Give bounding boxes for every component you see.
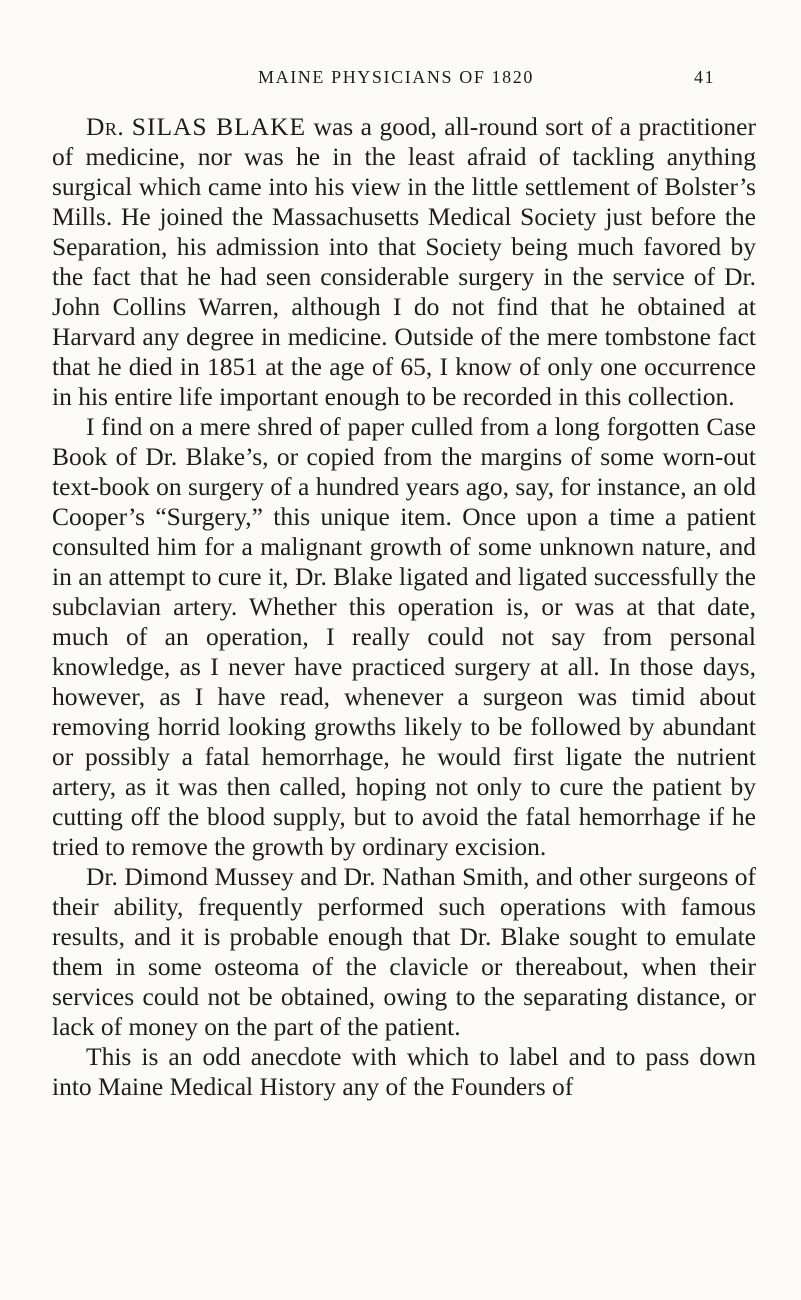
paragraph-silas-blake: [52, 112, 756, 412]
paragraph-text: was a good, all-round sort of a practitioner of medicine, nor was he in the least afraid of tackling anything surgical which came into his view in the little settlement of Bolster’s Mills. He joined the Massachusetts Medical Society just before the Separation, his admission into that Society being much favored by the fact that he had seen considerable surgery in the service of Dr. John Collins Warren, although I do not find that he obtained at Harvard any degree in medicine. Outside of the mere tombstone fact that he died in 1851 at the age of 65, I know of only one occurrence in his entire life important enough to be recorded in this collection.: [52, 112, 756, 411]
lead-name: SILAS BLAKE: [131, 112, 307, 141]
page-number: 41: [694, 67, 715, 87]
paragraph-case-book: I find on a mere shred of paper culled from a long forgotten Case Book of Dr. Blake’s, or copied from the margins of some worn-out text-book on surgery of a hundred years ago, say, for instance, an old Cooper’s “Surgery,” this unique item. Once upon a time a patient consulted him for a malignant growth of some unknown nature, and in an attempt to cure it, Dr. Blake ligated and ligated successfully the subclavian artery. Whether this operation is, or was at that date, much of an operation, I really could not say from personal knowledge, as I never have practiced surgery at all. In those days, however, as I have read, whenever a surgeon was timid about removing horrid looking growths likely to be followed by abundant or possibly a fatal hemorrhage, he would first ligate the nutrient artery, as it was then called, hoping not only to cure the patient by cutting off the blood supply, but to avoid the fatal hemorrhage if he tried to remove the growth by ordinary excision.: [52, 412, 756, 861]
lead-title: Dr.: [86, 112, 125, 141]
body-text: [52, 112, 756, 1102]
running-head: [0, 62, 801, 92]
paragraph-odd-anecdote: This is an odd anecdote with which to label and to pass down into Maine Medical History any of the Founders of: [52, 1042, 756, 1101]
paragraph-other-surgeons: Dr. Dimond Mussey and Dr. Nathan Smith, and other surgeons of their ability, frequently performed such operations with famous results, and it is probable enough that Dr. Blake sought to emulate them in some osteoma of the clavicle or thereabout, when their services could not be obtained, owing to the separating distance, or lack of money on the part of the patient.: [52, 862, 756, 1041]
running-title: MAINE PHYSICIANS OF 1820: [258, 67, 534, 87]
